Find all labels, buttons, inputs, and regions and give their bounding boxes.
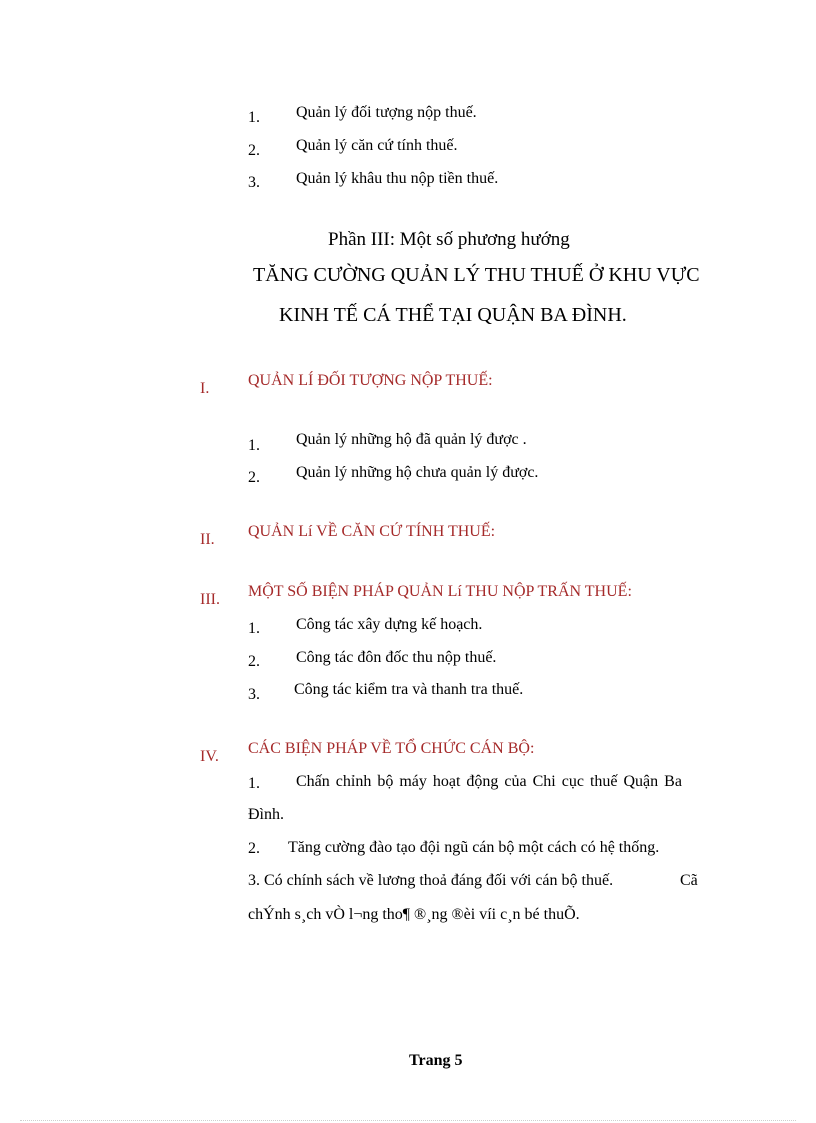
list-number: 1.	[248, 109, 260, 126]
list-item-text: Tăng cường đào tạo đội ngũ cán bộ một cách có hệ thống.	[288, 839, 660, 856]
paragraph-line: chÝnh s¸ch vÒ l¬ng tho¶ ®¸ng ®èi víi c¸n bé thuÕ.	[248, 906, 580, 923]
list-number: 2.	[248, 653, 260, 670]
list-item-text: Công tác xây dựng kế hoạch.	[296, 616, 483, 633]
list-number: 1.	[248, 620, 260, 637]
list-item-text: Quản lý những hộ đã quản lý được .	[296, 431, 527, 448]
list-item-text: Quản lý những hộ chưa quản lý được.	[296, 464, 539, 481]
list-number: 3.	[248, 686, 260, 703]
list-item-text: Chấn chỉnh bộ máy hoạt động của Chi cục thuế Quận Ba	[296, 773, 682, 790]
list-item-continuation: Đình.	[248, 806, 284, 823]
section-roman-numeral: I.	[200, 380, 210, 397]
section-roman-numeral: II.	[200, 531, 215, 548]
list-item-text: Quản lý căn cứ tính thuế.	[296, 137, 458, 154]
paragraph-line-tail: Cã	[680, 872, 698, 889]
list-number: 1.	[248, 775, 260, 792]
list-item-text: Công tác đôn đốc thu nộp thuế.	[296, 649, 497, 666]
section-heading: MỘT SỐ BIỆN PHÁP QUẢN Lí THU NỘP TRẤN THUẾ:	[248, 583, 632, 600]
section-heading: QUẢN Lí VỀ CĂN CỨ TÍNH THUẾ:	[248, 523, 496, 540]
list-number: 2.	[248, 469, 260, 486]
list-item-text: Công tác kiểm tra và thanh tra thuế.	[294, 681, 524, 698]
section-heading: QUẢN LÍ ĐỐI TƯỢNG NỘP THUẾ:	[248, 372, 493, 389]
list-item-text: Quản lý khâu thu nộp tiền thuế.	[296, 170, 499, 187]
list-item-text: Quản lý đối tượng nộp thuế.	[296, 104, 477, 121]
list-number: 3.	[248, 174, 260, 191]
list-number: 2.	[248, 142, 260, 159]
section-roman-numeral: III.	[200, 591, 220, 608]
section-roman-numeral: IV.	[200, 748, 219, 765]
list-number: 1.	[248, 437, 260, 454]
part-title-line2: TĂNG CƯỜNG QUẢN LÝ THU THUẾ Ở KHU VỰC	[253, 264, 700, 286]
list-number: 2.	[248, 840, 260, 857]
page-number: Trang 5	[409, 1052, 463, 1069]
paragraph-line: 3. Có chính sách về lương thoả đáng đối với cán bộ thuế.	[248, 872, 614, 889]
part-title-line3: KINH TẾ CÁ THỂ TẠI QUẬN BA ĐÌNH.	[279, 304, 627, 326]
section-heading: CÁC BIỆN PHÁP VỀ TỔ CHỨC CÁN BỘ:	[248, 740, 535, 757]
page-bottom-rule	[20, 1120, 796, 1121]
part-title-line1: Phần III: Một số phương hướng	[328, 229, 570, 250]
